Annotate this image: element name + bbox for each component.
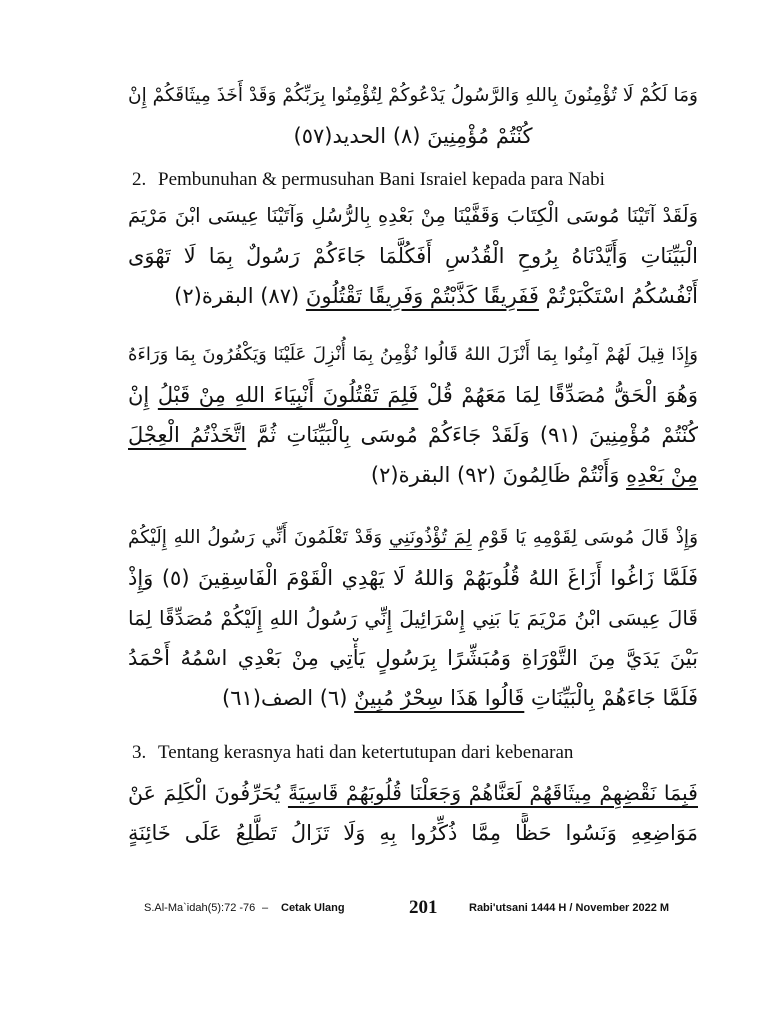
- underlined-verse-text: قَالُوا هَذَا سِحْرٌ مُبِينٌ: [354, 686, 525, 710]
- verse-line: وَإِذَا قِيلَ لَهُمْ آمِنُوا بِمَا أَنْزَلَ اللهُ قَالُوا نُؤْمِنُ بِمَا أُنْزِلَ عَلَيْنَا وَيَكْفُرُونَ بِمَا وَرَاءَهُ: [128, 344, 698, 365]
- footer-dash: –: [261, 902, 269, 914]
- verse-block-hadid: [128, 76, 698, 156]
- verse-text: وَهُوَ الْحَقُّ مُصَدِّقًا لِمَا مَعَهُمْ قُلْ: [426, 383, 698, 407]
- verse-line: وَمَا لَكُمْ لَا تُؤْمِنُونَ بِاللهِ وَالرَّسُولُ يَدْعُوكُمْ لِتُؤْمِنُوا بِرَبِّكُمْ وَقَدْ أَخَذَ مِيثَاقَكُمْ إِنْ: [128, 85, 698, 106]
- page-number: 201: [409, 897, 438, 918]
- verse-block-baqarah-91: [128, 335, 698, 495]
- verse-text: كُنْتُمْ مُؤْمِنِينَ (٩١) وَلَقَدْ جَاءَكُمْ مُوسَى بِالْبَيِّنَاتِ ثُمَّ: [256, 423, 698, 447]
- heading-text: Pembunuhan & permusuhan Bani Israiel kepada para Nabi: [158, 169, 605, 190]
- verse-reference: (٦) الصف(٦١): [221, 686, 348, 710]
- footer-edition: Cetak Ulang: [281, 902, 345, 914]
- verse-text: فَلَمَّا جَاءَهُمْ بِالْبَيِّنَاتِ: [530, 686, 698, 710]
- verse-text: أَنْفُسُكُمُ اسْتَكْبَرْتُمْ: [545, 284, 698, 308]
- verse-text: وَقَدْ تَعْلَمُونَ أَنِّي رَسُولُ اللهِ إِلَيْكُمْ: [128, 527, 383, 548]
- verse-line: قَالَ عِيسَى ابْنُ مَرْيَمَ يَا بَنِي إِسْرَائِيلَ إِنِّي رَسُولُ اللهِ إِلَيْكُمْ مُصَدِّقًا لِمَا: [128, 606, 698, 630]
- verse-line: الْبَيِّنَاتِ وَأَيَّدْنَاهُ بِرُوحِ الْقُدُسِ أَفَكُلَّمَا جَاءَكُمْ رَسُولٌ بِمَا لَا تَهْوَى: [128, 244, 698, 268]
- verse-line: [128, 375, 698, 415]
- footer-source: S.Al-Ma`idah(5):72 -76: [144, 902, 256, 914]
- verse-block-baqarah-87: [128, 196, 698, 316]
- verse-text: وَإِذْ قَالَ مُوسَى لِقَوْمِهِ يَا قَوْمِ: [478, 527, 698, 548]
- verse-reference: (٨٧) البقرة(٢): [174, 284, 300, 308]
- verse-line: [128, 455, 698, 495]
- verse-text: وَأَنْتُمْ ظَالِمُونَ (٩٢) البقرة(٢): [370, 463, 620, 487]
- underlined-verse-text: فَبِمَا نَقْضِهِمْ مِيثَاقَهُمْ لَعَنَّاهُمْ وَجَعَلْنَا قُلُوبَهُمْ قَاسِيَةً: [287, 781, 698, 805]
- page-footer: [144, 893, 704, 923]
- verse-block-maidah: [128, 773, 698, 853]
- verse-line: [128, 276, 698, 316]
- verse-line: [128, 773, 698, 813]
- verse-line: فَلَمَّا زَاغُوا أَزَاغَ اللهُ قُلُوبَهُمْ وَاللهُ لَا يَهْدِي الْقَوْمَ الْفَاسِقِينَ (٥) وَإِذْ: [128, 566, 698, 590]
- underlined-verse-text: مِنْ بَعْدِهِ: [626, 463, 698, 487]
- verse-line: بَيْنَ يَدَيَّ مِنَ التَّوْرَاةِ وَمُبَشِّرًا بِرَسُولٍ يَأْتِي مِنْ بَعْدِي اسْمُهُ أَحْمَدُ: [128, 646, 698, 670]
- verse-line-reference: كُنْتُمْ مُؤْمِنِينَ (٨) الحديد(٥٧): [293, 124, 533, 148]
- verse-line: [128, 415, 698, 455]
- underlined-verse-text: اتَّخَذْتُمُ الْعِجْلَ: [128, 423, 247, 447]
- underlined-verse-text: فَلِمَ تَقْتُلُونَ أَنْبِيَاءَ اللهِ مِنْ قَبْلُ: [157, 383, 419, 407]
- section-heading-2: [132, 167, 712, 193]
- heading-number: 3.: [132, 742, 147, 763]
- footer-date: Rabi'utsani 1444 H / November 2022 M: [469, 902, 670, 914]
- heading-number: 2.: [132, 169, 147, 190]
- verse-line: [128, 518, 698, 558]
- heading-text: Tentang kerasnya hati dan ketertutupan dari kebenaran: [158, 742, 574, 763]
- verse-line: مَوَاضِعِهِ وَنَسُوا حَظًّا مِمَّا ذُكِّرُوا بِهِ وَلَا تَزَالُ تَطَّلِعُ عَلَى خَائِنَةٍ: [128, 821, 698, 845]
- underlined-verse-text: لِمَ تُؤْذُونَنِي: [389, 527, 472, 548]
- verse-block-saff: [128, 518, 698, 718]
- underlined-verse-text: فَفَرِيقًا كَذَّبْتُمْ وَفَرِيقًا تَقْتُلُونَ: [305, 284, 539, 308]
- verse-text: يُحَرِّفُونَ الْكَلِمَ عَنْ: [128, 781, 281, 805]
- verse-line: وَلَقَدْ آتَيْنَا مُوسَى الْكِتَابَ وَقَفَّيْنَا مِنْ بَعْدِهِ بِالرُّسُلِ وَآتَيْنَا عِيسَى ابْنَ مَرْيَمَ: [128, 204, 698, 227]
- verse-line: [128, 678, 698, 718]
- section-heading-3: [132, 740, 712, 766]
- verse-text: إِنْ: [128, 383, 150, 407]
